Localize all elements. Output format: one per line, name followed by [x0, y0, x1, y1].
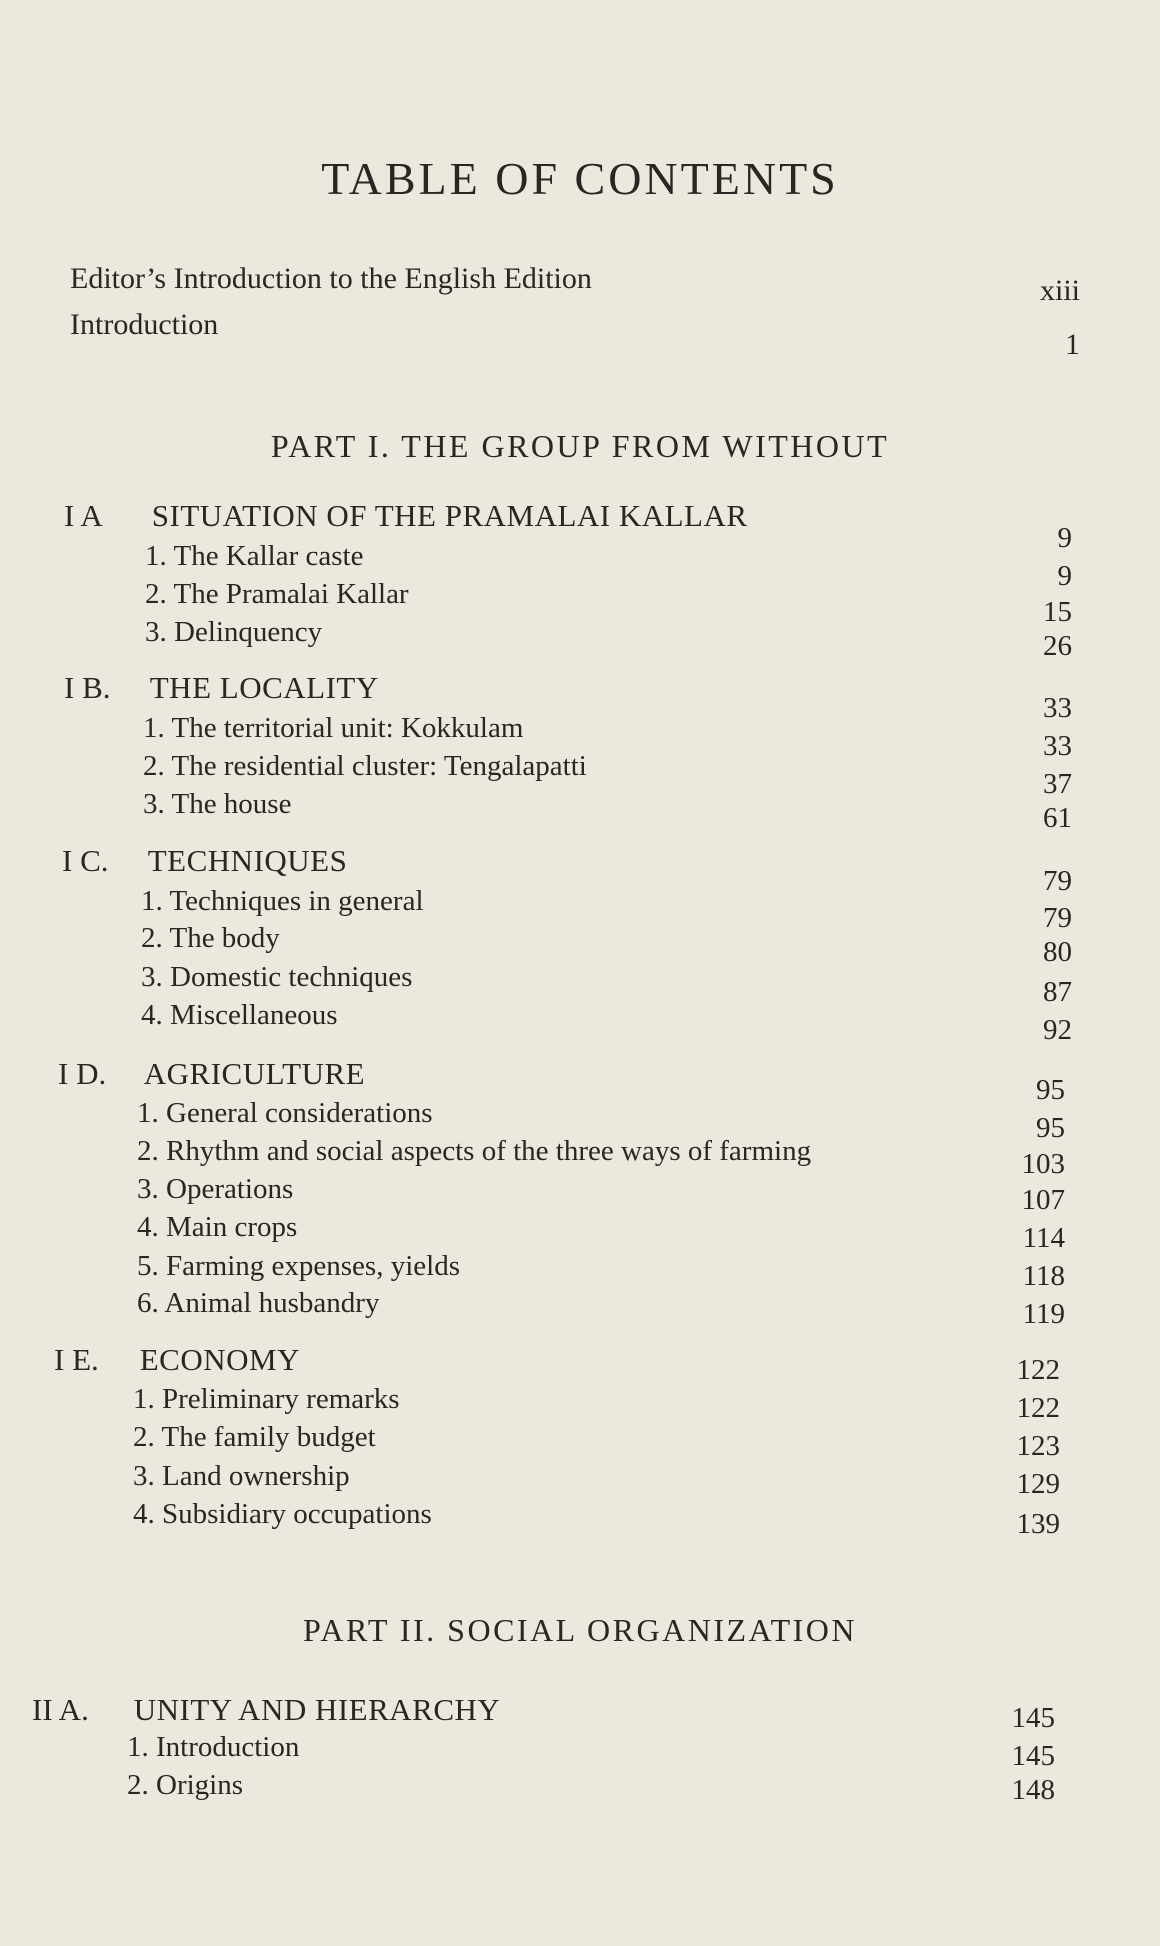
toc-entry: 1. Techniques in general — [141, 885, 424, 917]
entry-page: 119 — [1022, 1298, 1065, 1330]
section-page: 145 — [1011, 1702, 1055, 1734]
toc-entry: 1. Introduction — [127, 1731, 300, 1763]
section-title: TECHNIQUES — [147, 843, 348, 878]
entry-page: 9 — [1057, 560, 1072, 592]
section-title: AGRICULTURE — [143, 1056, 366, 1091]
toc-entry: 4. Subsidiary occupations — [133, 1498, 432, 1530]
entry-page: 148 — [1011, 1774, 1055, 1806]
entry-page: 95 — [1036, 1112, 1065, 1144]
entry-page: 79 — [1043, 902, 1072, 934]
toc-entry: 3. Domestic techniques — [141, 961, 413, 993]
section-number: II A. — [32, 1692, 89, 1727]
entry-page: 123 — [1016, 1430, 1060, 1462]
section-number: I E. — [54, 1342, 99, 1377]
page-title: TABLE OF CONTENTS — [321, 153, 839, 204]
entry-page: xiii — [1039, 274, 1080, 307]
toc-entry: 3. Operations — [137, 1173, 294, 1205]
entry-label: Introduction — [70, 308, 219, 341]
toc-entry: 3. Delinquency — [145, 616, 323, 648]
toc-entry: 1. The Kallar caste — [145, 540, 364, 572]
entry-page: 107 — [1021, 1184, 1065, 1216]
entry-page: 139 — [1016, 1508, 1060, 1540]
entry-page: 129 — [1016, 1468, 1060, 1500]
entry-page: 122 — [1016, 1392, 1060, 1424]
part-heading: PART II. SOCIAL ORGANIZATION — [302, 1612, 857, 1648]
part-heading: PART I. THE GROUP FROM WITHOUT — [270, 428, 890, 464]
section-number: I D. — [58, 1056, 107, 1091]
entry-page: 80 — [1043, 936, 1072, 968]
section-title: UNITY AND HIERARCHY — [133, 1692, 501, 1727]
section-title: THE LOCALITY — [149, 670, 379, 705]
toc-entry: 2. Origins — [127, 1769, 243, 1801]
section-page: 79 — [1043, 865, 1072, 897]
entry-page: 118 — [1022, 1260, 1065, 1292]
toc-entry: 2. Rhythm and social aspects of the three ways of farming — [137, 1135, 812, 1167]
toc-entry: 3. Land ownership — [133, 1460, 350, 1492]
section-number: I A — [64, 498, 103, 533]
toc-entry: 1. Preliminary remarks — [133, 1383, 400, 1415]
entry-page: 61 — [1043, 802, 1072, 834]
entry-page: 15 — [1043, 596, 1072, 628]
toc-entry: 2. The body — [141, 922, 280, 954]
entry-page: 87 — [1043, 976, 1072, 1008]
section-page: 95 — [1036, 1074, 1065, 1106]
toc-entry: 5. Farming expenses, yields — [137, 1250, 460, 1282]
section-page: 9 — [1057, 522, 1072, 554]
section-title: ECONOMY — [139, 1342, 300, 1377]
entry-page: 145 — [1011, 1740, 1055, 1772]
section-page: 122 — [1016, 1354, 1060, 1386]
section-title: SITUATION OF THE PRAMALAI KALLAR — [151, 498, 748, 533]
entry-page: 1 — [1065, 328, 1080, 361]
section-page: 33 — [1043, 692, 1072, 724]
entry-page: 26 — [1043, 630, 1072, 662]
toc-entry: 6. Animal husbandry — [137, 1287, 380, 1319]
toc-entry: 2. The residential cluster: Tengalapatti — [143, 750, 587, 782]
entry-page: 114 — [1022, 1222, 1065, 1254]
section-number: I C. — [62, 843, 109, 878]
entry-label: Editor’s Introduction to the English Edition — [70, 262, 592, 295]
toc-entry: 2. The Pramalai Kallar — [145, 578, 409, 610]
toc-entry: 4. Miscellaneous — [141, 999, 338, 1031]
toc-entry: 2. The family budget — [133, 1421, 376, 1453]
entry-page: 92 — [1043, 1014, 1072, 1046]
entry-page: 33 — [1043, 730, 1072, 762]
toc-entry-introduction — [70, 308, 1080, 361]
toc-entry: 1. The territorial unit: Kokkulam — [143, 712, 524, 744]
section-number: I B. — [64, 670, 111, 705]
toc-entry: 1. General considerations — [137, 1097, 433, 1129]
toc-entry: 4. Main crops — [137, 1211, 298, 1243]
toc-entry-editors-introduction — [70, 262, 1080, 307]
entry-page: 37 — [1043, 768, 1072, 800]
toc-entry: 3. The house — [143, 788, 292, 820]
entry-page: 103 — [1021, 1148, 1065, 1180]
